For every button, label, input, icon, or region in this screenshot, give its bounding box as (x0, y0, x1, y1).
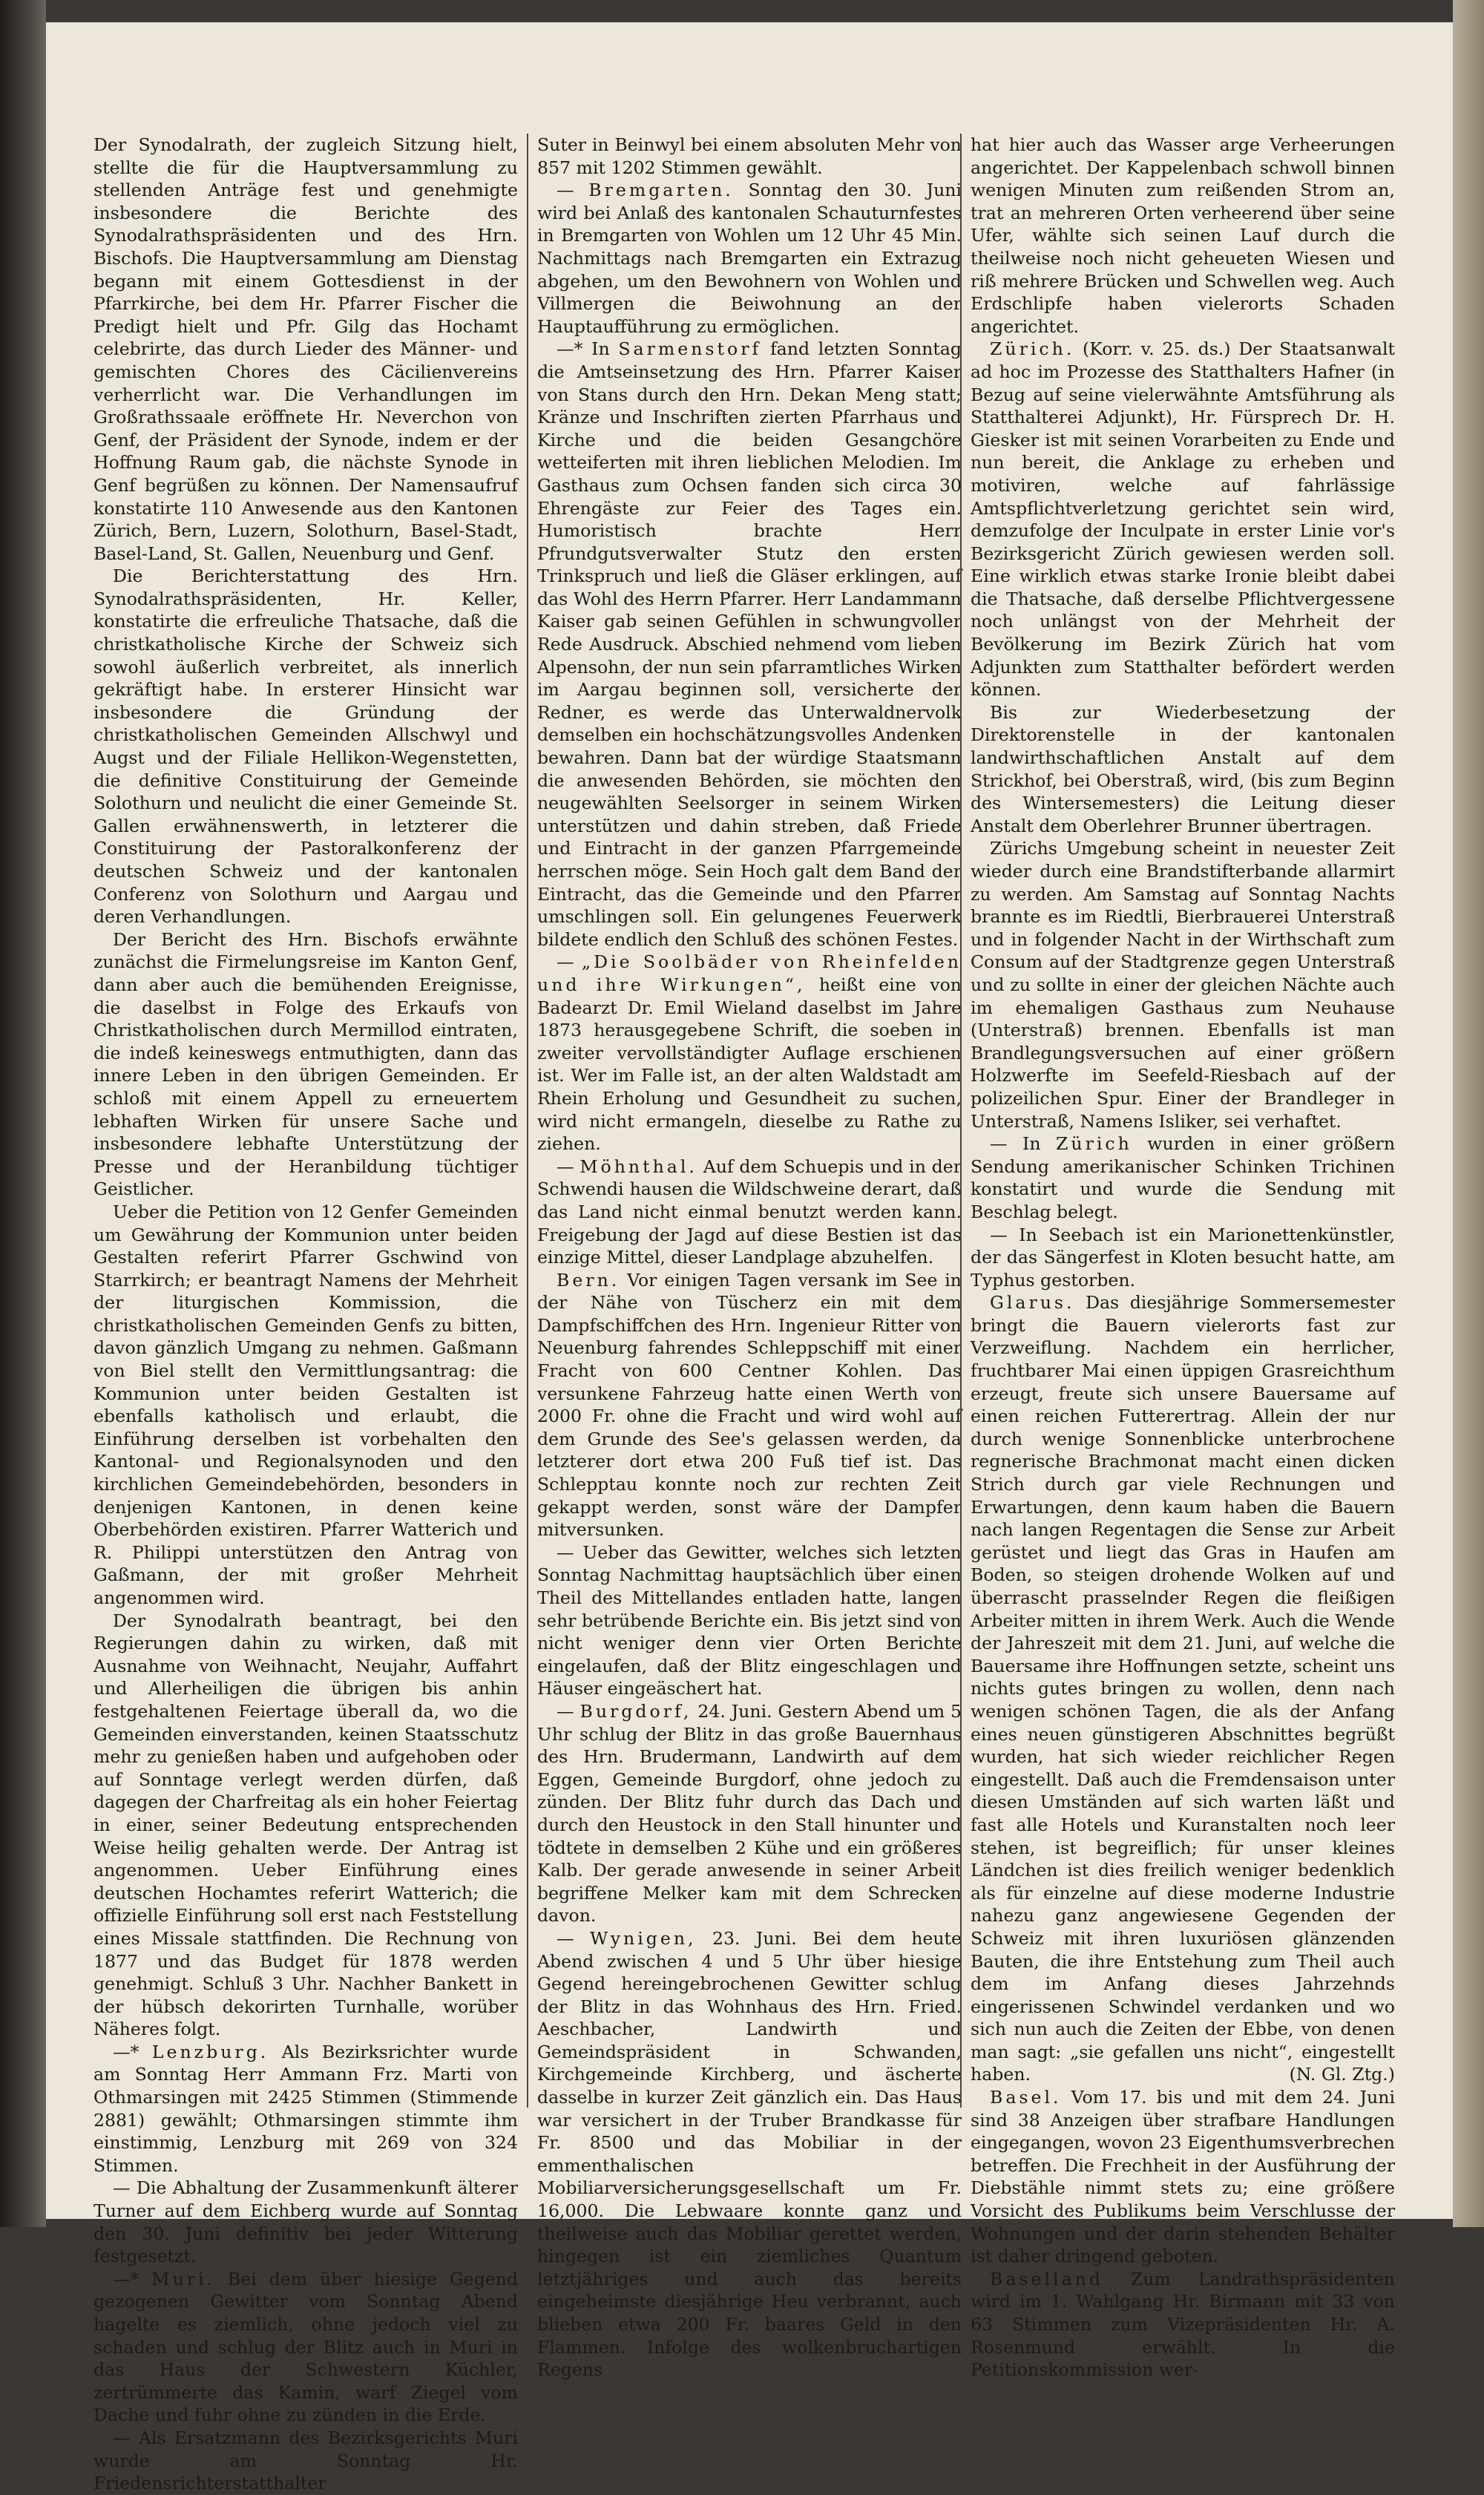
dateline-baselland: Baselland (990, 2268, 1103, 2289)
dateline-wynigen: Wynigen, (589, 1927, 697, 1949)
dateline-glarus: Glarus. (990, 1292, 1075, 1314)
dateline-moehnthal: Möhnthal. (580, 1155, 697, 1177)
article-holidays: Der Synodalrath beantragt, bei den Regierungen dahin zu wirken, daß mit Ausnahme von Weihnacht, Neujahr, Auffahrt und Allerheiligen die übrigen bis anhin festgehaltenen Feiertage überall da, wo die Gemeinden einverstanden, keinen Staatsschutz mehr zu genießen haben und aufgehoben oder auf Sonntage verlegt werden dürfen, daß dagegen der Charfreitag als ein hoher Feiertag in einer, seiner Bedeutung entsprechenden Weise heilig gehalten werde. Der Antrag ist angenommen. Ueber Einführung eines deutschen Hochamtes referirt Watterich; die offizielle Einführung soll erst nach Feststellung eines Missale stattfinden. Die Rechnung von 1877 und das Budget für 1878 werden genehmigt. Schluß 3 Uhr. Nachher Bankett in der hübsch dekorirten Turnhalle, worüber Näheres folgt. (93, 1610, 518, 2040)
column-rule-1 (527, 134, 528, 2108)
column-3 (971, 134, 1396, 2381)
article-bern: Bern. Vor einigen Tagen versank im See in der Nähe von Tüscherz ein mit dem Dampfschiffchen des Hrn. Ingenieur Ritter von Neuenburg fahrendes Schleppschiff mit einer Fracht von 600 Centner Kohlen. Das versunkene Fahrzeug hatte einen Werth von 2000 Fr. ohne die Fracht und wird wohl auf dem Grunde des See's gelassen werden, da letzterer dort etwa 200 Fuß tief ist. Das Schlepptau konnte noch zur rechten Zeit gekappt werden, sonst wäre der Dampfer mitversunken. (537, 1269, 962, 1541)
article-zuerich-hafner: Zürich. (Korr. v. 25. ds.) Der Staatsanwalt ad hoc im Prozesse des Statthalters Hafner (in Bezug auf seine vielerwähnte Amtsführung als Statthalterei Adjunkt), Hr. Fürsprech Dr. H. Giesker ist mit seinen Vorarbeiten zu Ende und nun bereit, die Anklage zu erheben und motiviren, welche auf fahrlässige Amtspflichtverletzung gerichtet sein wird, demzufolge der Inculpate in erster Linie vor's Bezirksgericht Zürich gewiesen werden soll. Eine wirklich etwas starke Ironie bleibt dabei die Thatsache, daß derselbe Pflichtvergessene noch unlängst von der Mehrheit der Bevölkerung im Bezirk Zürich hat vom Adjunkten zum Statthalter befördert werden können. (971, 338, 1396, 701)
dateline-muri: Muri. (151, 2268, 215, 2289)
page-edge (1453, 0, 1484, 2227)
article-wynigen: — Wynigen, 23. Juni. Bei dem heute Abend zwischen 4 und 5 Uhr über hiesige Gegend hereingebrochenen Gewitter schlug der Blitz in das Wohnhaus des Hrn. Fried. Aeschbacher, Landwirth und Gemeindspräsident in Schwanden, Kirchgemeinde Kirchberg, und äscherte dasselbe in kurzer Zeit gänzlich ein. Das Haus war versichert in der Truber Brandkasse für Fr. 8500 und das Mobiliar in der emmenthalischen Mobiliarversicherungsgesellschaft um Fr. 16,000. Die Lebwaare konnte ganz und theilweise auch das Mobiliar gerettet werden, hingegen ist ein ziemliches Quantum letztjähriges und auch das bereits eingeheimste diesjährige Heu verbrannt, auch blieben etwa 200 Fr. baares Geld in den Flammen. Infolge des wolkenbruchartigen Regens (537, 1927, 962, 2381)
column-1 (93, 134, 519, 2494)
article-muri: —* Muri. Bei dem über hiesige Gegend gezogenen Gewitter vom Sonntag Abend hagelte es ziemlich, ohne jedoch viel zu schaden und schlug der Blitz auch in Muri in das Haus der Schwestern Küchler, zertrümmerte das Kamin, warf Ziegel vom Dache und fuhr ohne zu zünden in die Erde. (93, 2268, 519, 2426)
article-soolbaeder: — „Die Soolbäder von Rheinfelden und ihre Wirkungen“, heißt eine von Badearzt Dr. Emil Wieland daselbst im Jahre 1873 herausgegebene Schrift, die soeben in zweiter vervollständigter Auflage erschienen ist. Wer im Falle ist, an der alten Waldstadt am Rhein Erholung und Gesundheit zu suchen, wird nicht ermangeln, dieselbe zu Rathe zu ziehen. (537, 951, 962, 1155)
dateline-zuerich-2: Zürich (1056, 1133, 1132, 1155)
article-synod-report: Die Berichterstattung des Hrn. Synodalrathspräsidenten, Hr. Keller, konstatirte die erfreuliche Thatsache, daß die christkatholische Kirche der Schweiz sich sowohl äußerlich verbreitet, als innerlich gekräftigt habe. In ersterer Hinsicht war insbesondere die Gründung der christkatholischen Gemeinden Allschwyl und Augst und der Filiale Hellikon-Wegenstetten, die definitive Constituirung der Gemeinde Solothurn und neulicht die einer Gemeinde St. Gallen erwähnenswerth, in letzterer die Constituirung der Pastoralkonferenz der deutschen Schweiz und der kantonalen Conferenz von Solothurn und Aargau und deren Verhandlungen. (93, 565, 518, 928)
dateline-lenzburg: Lenzburg. (151, 2041, 269, 2062)
source-attribution: (N. Gl. Ztg.) (1289, 2064, 1395, 2085)
dateline-zuerich: Zürich. (990, 338, 1075, 360)
article-brandstifter: Zürichs Umgebung scheint in neuester Zeit wieder durch eine Brandstifterbande allarmirt zu werden. Am Samstag auf Sonntag Nachts brannte es im Riedtli, Bierbrauerei Unterstraß und in folgender Nacht in der Wirthschaft zum Consum auf der Stadtgrenze gegen Unterstraß und zu sollte in einer der gleichen Nächte auch im ehemaligen Gasthaus zum Neuhause (Unterstraß) brennen. Ebenfalls ist man Brandlegungsversuchen auf einer größern Holzwerfte im Seefeld-Riesbach auf der polizeilichen Spur. Einer der Brandleger in Unterstraß, Namens Isliker, sei verhaftet. (971, 838, 1395, 1132)
article-lenzburg: —* Lenzburg. Als Bezirksrichter wurde am Sonntag Herr Ammann Frz. Marti von Othmarsingen mit 2425 Stimmen (Stimmende 2881) gewählt; Othmarsingen stimmte ihm einstimmig, Lenzburg mit 269 von 324 Stimmen. (93, 2041, 519, 2176)
dateline-basel: Basel. (990, 2087, 1062, 2108)
article-synod-session: Der Synodalrath, der zugleich Sitzung hielt, stellte die für die Hauptversammlung zu stellenden Anträge fest und genehmigte insbesondere die Berichte des Synodalrathspräsidenten und des Hrn. Bischofs. Die Hauptversammlung am Dienstag begann mit einem Gottesdienst in der Pfarrkirche, bei dem Hr. Pfarrer Fischer die Predigt hielt und Pfr. Gilg das Hochamt celebrirte, das durch Lieder des Männer- und gemischten Chores des Cäcilienvereins verherrlicht war. Die Verhandlungen im Großrathssaale eröffnete Hr. Neverchon von Genf, der Präsident der Synode, indem er der Hoffnung Raum gab, die nächste Synode in Genf begrüßen zu können. Der Namensaufruf konstatirte 110 Anwesende aus den Kantonen Zürich, Bern, Luzern, Solothurn, Basel-Stadt, Basel-Land, St. Gallen, Neuenburg und Genf. (93, 134, 518, 564)
article-seebach: — In Seebach ist ein Marionettenkünstler, der das Sängerfest in Kloten besucht hatte, am Typhus gestorben. (971, 1224, 1395, 1291)
dateline-bremgarten: Bremgarten. (588, 180, 734, 201)
article-suter: Suter in Beinwyl bei einem absoluten Mehr von 857 mit 1202 Stimmen gewählt. (537, 134, 962, 178)
article-muri-court: — Als Ersatzmann des Bezirksgerichts Muri wurde am Sonntag Hr. Friedensrichterstatthalter (93, 2427, 518, 2494)
newspaper-page (46, 22, 1453, 2494)
article-burgdorf: — Burgdorf, 24. Juni. Gestern Abend um 5 Uhr schlug der Blitz in das große Bauernhaus des Hrn. Brudermann, Landwirth auf dem Eggen, Gemeinde Burgdorf, ohne jedoch zu zünden. Der Blitz fuhr durch das Dach und durch den Heustock in den Stall hinunter und tödtete in demselben 2 Kühe und ein größeres Kalb. Der gerade anwesende in seiner Arbeit begriffene Melker kam mit dem Schrecken davon. (537, 1700, 962, 1927)
dateline-burgdorf: Burgdorf, (580, 1700, 692, 1722)
book-binding (0, 0, 46, 2227)
article-trichinen: — In Zürich wurden in einer größern Sendung amerikanischer Schinken Trichinen konstatirt und wurde die Sendung mit Beschlag belegt. (971, 1133, 1396, 1222)
article-gewitter: — Ueber das Gewitter, welches sich letzten Sonntag Nachmittag hauptsächlich über einen Theil des Mittellandes entladen hatte, langen sehr betrübende Berichte ein. Bis jetzt sind von nicht weniger denn vier Orten Berichte eingelaufen, daß der Blitz eingeschlagen und Häuser eingeäschert hat. (537, 1541, 962, 1699)
dateline-sarmenstorf: Sarmenstorf (618, 338, 762, 360)
article-basel: Basel. Vom 17. bis und mit dem 24. Juni sind 38 Anzeigen über strafbare Handlungen eingegangen, wovon 23 Eigenthumsverbrechen betreffen. Die Frechheit in der Ausführung der Diebstähle nimmt stets zu; eine größere Vorsicht des Publikums beim Verschlusse der Wohnungen und der darin stehenden Behälter ist daher dringend geboten. (971, 2087, 1395, 2267)
article-bishop-report: Der Bericht des Hrn. Bischofs erwähnte zunächst die Firmelungsreise im Kanton Genf, dann aber auch die bemühenden Ereignisse, die daselbst in Folge des Erkaufs von Christkatholischen durch Mermillod eintraten, die indeß keineswegs entmuthigten, dann das innere Leben in den übrigen Gemeinden. Er schloß mit einem Appell zu erneuertem lebhaften Wirken für unsere Sache und insbesondere lebhafte Unterstützung der Presse und der Heranbildung tüchtiger Geistlicher. (93, 928, 518, 1200)
column-2 (537, 134, 962, 2381)
article-glarus: Glarus. Das diesjährige Sommersemester bringt die Bauern vielerorts fast zur Verzweiflung. Nachdem ein herrlicher, fruchtbarer Mai einen üppigen Grasreichthum erzeugt, freute sich unsere Bauersame auf einen reichen Futterertrag. Allein der nur durch wenige Sonnenblicke unterbrochene regnerische Brachmonat macht einen dicken Strich durch gar viele Rechnungen und Erwartungen, denn kaum haben die Bauern nach langen Regentagen die Sense zur Arbeit gerüstet und liegt das Gras in Haufen am Boden, so steigen drohende Wolken auf und überrascht prasselnder Regen die fleißigen Arbeiter mitten in ihrem Werk. Auch die Wende der Jahreszeit mit dem 21. Juni, auf welche die Bauersame ihre Hoffnungen setzte, scheint uns nichts gutes bringen zu wollen, denn nach wenigen schönen Tagen, die als der Anfang eines neuen günstigeren Abschnittes begrüßt wurden, hat sich wieder reichlicher Regen eingestellt. Daß auch die Fremdensaison unter diesen Umständen auf sich warten läßt und fast alle Hotels und Kuranstalten noch leer stehen, ist begreiflich; für unser kleines Ländchen ist dies freilich weniger bedenklich als für einzelne auf diese moderne Industrie nahezu ganz angewiesene Gegenden der Schweiz mit ihren luxuriösen glänzenden Bauten, die ihre Entstehung zum Theil auch dem im Anfang dieses Jahrzehnds eingerissenen Schwindel verdanken und wo sich nun auch die Zeiten der Ebbe, von denen man sagt: „sie gefallen uns nicht“, eingestellt haben. (N. Gl. Ztg.) (971, 1292, 1395, 2085)
article-turner: — Die Abhaltung der Zusammenkunft älterer Turner auf dem Eichberg wurde auf Sonntag den 30. Juni definitiv bei jeder Witterung festgesetzt. (93, 2177, 518, 2267)
article-geneva-petition: Ueber die Petition von 12 Genfer Gemeinden um Gewährung der Kommunion unter beiden Gestalten referirt Pfarrer Gschwind von Starrkirch; er beantragt Namens der Mehrheit der liturgischen Kommission, die christkatholischen Gemeinden Genfs zu bitten, davon gänzlich Umgang zu nehmen. Gaßmann von Biel stellt den Vermittlungsantrag: die Kommunion unter beiden Gestalten ist ebenfalls katholisch und erlaubt, die Einführung derselben ist vorbehalten den Kantonal- und Regionalsynoden und den kirchlichen Gemeindebehörden, besonders in denjenigen Kantonen, in denen keine Oberbehörden existiren. Pfarrer Watterich und R. Philippi unterstützen den Antrag von Gaßmann, der mit großer Mehrheit angenommen wird. (93, 1201, 518, 1608)
article-flood: hat hier auch das Wasser arge Verheerungen angerichtet. Der Kappelenbach schwoll binnen wenigen Minuten zum reißenden Strom an, trat an mehreren Orten verheerend über seine Ufer, wählte sich seinen Lauf durch die theilweise noch nicht geheueten Wiesen und riß mehrere Brücken und Schwellen weg. Auch Erdschlipfe haben vielerorts Schaden angerichtet. (971, 134, 1395, 337)
dateline-bern: Bern. (556, 1269, 620, 1291)
article-baselland: Baselland Zum Landrathspräsidenten wird im 1. Wahlgang Hr. Birmann mit 33 von 63 Stimmen zum Vizepräsidenten Hr. A. Rosenmund erwählt. In die Petitionskommission wer- (971, 2268, 1395, 2381)
article-bremgarten: — Bremgarten. Sonntag den 30. Juni wird bei Anlaß des kantonalen Schauturnfestes in Bremgarten von Wohlen um 12 Uhr 45 Min. Nachmittags nach Bremgarten ein Extrazug abgehen, um den Bewohnern von Wohlen und Villmergen die Beiwohnung an der Hauptaufführung zu ermöglichen. (537, 180, 962, 337)
article-sarmenstorf: —* In Sarmenstorf fand letzten Sonntag die Amtseinsetzung des Hrn. Pfarrer Kaiser von Stans durch den Hrn. Dekan Meng statt; Kränze und Inschriften zierten Pfarrhaus und Kirche und die beiden Gesangchöre wetteiferten mit ihren lieblichen Melodien. Im Gasthaus zum Ochsen fanden sich circa 30 Ehrengäste zur Feier des Tages ein. Humoristisch brachte Herr Pfrundgutsverwalter Stutz den ersten Trinkspruch und ließ die Gläser erklingen, auf das Wohl des Herrn Pfarrer. Herr Landammann Kaiser gab seinen Gefühlen in schwungvoller Rede Ausdruck. Abschied nehmend vom lieben Alpensohn, der nun sein pfarramtliches Wirken im Aargau beginnen soll, versicherte der Redner, es werde das Unterwaldnervolk demselben ein hochschätzungsvolles Andenken bewahren. Dann bat der würdige Staatsmann die anwesenden Behörden, sie möchten den neugewählten Seelsorger in seinem Wirken unterstützen und dahin streben, daß Friede und Eintracht in der ganzen Pfarrgemeinde herrschen möge. Sein Hoch galt dem Band der Eintracht, das die Gemeinde und den Pfarrer umschlingen soll. Ein gelungenes Feuerwerk bildete endlich den Schluß des schönen Festes. (537, 338, 962, 950)
article-strickhof: Bis zur Wiederbesetzung der Direktorenstelle in der kantonalen landwirthschaftlichen Anstalt auf dem Strickhof, bei Oberstraß, wird, (bis zum Beginn des Wintersemesters) die Leitung dieser Anstalt dem Oberlehrer Brunner übertragen. (971, 701, 1395, 836)
dateline-soolbaeder: „Die Soolbäder von Rheinfelden und ihre Wirkungen“, (537, 951, 962, 995)
article-moehnthal: — Möhnthal. Auf dem Schuepis und in der Schwendi hausen die Wildschweine derart, daß das Land nicht einmal benutzt werden kann. Freigebung der Jagd auf diese Bestien ist das einzige Mittel, dieser Landplage abzuhelfen. (537, 1155, 962, 1268)
column-rule-2 (960, 134, 962, 2108)
